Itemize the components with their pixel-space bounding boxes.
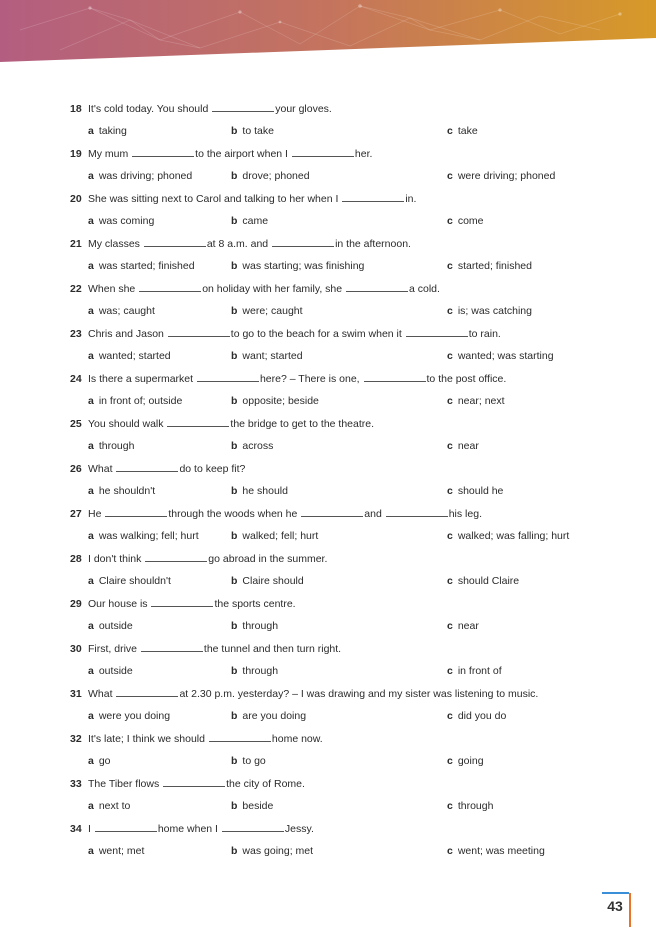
option-text: was going; met bbox=[242, 845, 314, 857]
question-text-part: The Tiber flows bbox=[88, 778, 163, 790]
option-letter: b bbox=[231, 440, 238, 452]
option-text: opposite; beside bbox=[242, 395, 319, 407]
question-number: 23 bbox=[70, 328, 82, 340]
question-number: 28 bbox=[70, 553, 82, 565]
question-text-part: My mum bbox=[88, 148, 132, 160]
option-letter: c bbox=[447, 620, 453, 632]
option-text: through bbox=[242, 620, 279, 632]
option-letter: c bbox=[447, 170, 453, 182]
option-text: was started; finished bbox=[98, 260, 195, 272]
option-letter: c bbox=[447, 350, 453, 362]
question-text bbox=[70, 237, 411, 251]
question-item bbox=[70, 372, 630, 417]
question-text bbox=[70, 102, 332, 116]
option-b bbox=[231, 709, 306, 723]
question-number: 33 bbox=[70, 778, 82, 790]
answer-blank bbox=[141, 642, 203, 652]
question-text-part: at 8 a.m. and bbox=[206, 238, 272, 250]
option-a bbox=[88, 349, 171, 363]
option-text: beside bbox=[242, 800, 274, 812]
option-text: he shouldn't bbox=[98, 485, 156, 497]
option-letter: c bbox=[447, 710, 453, 722]
option-text: to go bbox=[242, 755, 266, 767]
option-letter: c bbox=[447, 575, 453, 587]
option-text: in front of; outside bbox=[98, 395, 183, 407]
question-text-part: When she bbox=[88, 283, 139, 295]
option-letter: b bbox=[231, 305, 238, 317]
answer-blank bbox=[132, 147, 194, 157]
option-text: near; next bbox=[457, 395, 505, 407]
answer-blank bbox=[272, 237, 334, 247]
option-text: near bbox=[457, 620, 479, 632]
option-text: want; started bbox=[242, 350, 303, 362]
option-text: were you doing bbox=[98, 710, 171, 722]
option-letter: b bbox=[231, 710, 238, 722]
question-text-part: through the woods when he bbox=[168, 508, 301, 520]
question-text-part: and bbox=[364, 508, 385, 520]
option-c bbox=[447, 394, 505, 408]
question-text-part: here? – There is one, bbox=[259, 373, 363, 385]
question-item bbox=[70, 147, 630, 192]
question-text-part: What bbox=[88, 463, 116, 475]
answer-blank bbox=[105, 507, 167, 517]
option-text: to take bbox=[242, 125, 274, 137]
option-text: should Claire bbox=[457, 575, 520, 587]
question-item bbox=[70, 282, 630, 327]
option-c bbox=[447, 124, 478, 138]
question-text-part: You should walk bbox=[88, 418, 167, 430]
question-text-part: the city of Rome. bbox=[226, 778, 305, 790]
question-text bbox=[70, 192, 416, 206]
answer-blank bbox=[386, 507, 448, 517]
question-number: 21 bbox=[70, 238, 82, 250]
option-a bbox=[88, 169, 192, 183]
option-b bbox=[231, 349, 303, 363]
answer-blank bbox=[212, 102, 274, 112]
option-a bbox=[88, 799, 130, 813]
question-text bbox=[70, 687, 538, 701]
question-text bbox=[70, 777, 305, 791]
option-letter: a bbox=[88, 395, 94, 407]
answer-blank bbox=[197, 372, 259, 382]
question-item bbox=[70, 417, 630, 462]
option-text: Claire shouldn't bbox=[98, 575, 171, 587]
option-text: was walking; fell; hurt bbox=[98, 530, 199, 542]
question-number: 24 bbox=[70, 373, 82, 385]
answer-blank bbox=[95, 822, 157, 832]
option-letter: b bbox=[231, 620, 238, 632]
option-text: went; met bbox=[98, 845, 145, 857]
option-text: through bbox=[457, 800, 494, 812]
question-number: 26 bbox=[70, 463, 82, 475]
answer-blank bbox=[346, 282, 408, 292]
question-text-part: in the afternoon. bbox=[335, 238, 411, 250]
question-text bbox=[70, 282, 440, 296]
option-letter: c bbox=[447, 440, 453, 452]
option-c bbox=[447, 484, 503, 498]
option-text: outside bbox=[98, 620, 133, 632]
question-text-part: to go to the beach for a swim when it bbox=[230, 328, 405, 340]
question-text-part: She was sitting next to Carol and talking to her when I bbox=[88, 193, 342, 205]
question-text-part: It's late; I think we should bbox=[88, 733, 208, 745]
question-item bbox=[70, 552, 630, 597]
option-a bbox=[88, 844, 144, 858]
option-c bbox=[447, 664, 502, 678]
page-number: 43 bbox=[607, 898, 623, 914]
option-a bbox=[88, 484, 155, 498]
option-c bbox=[447, 259, 532, 273]
option-letter: b bbox=[231, 800, 238, 812]
question-number: 25 bbox=[70, 418, 82, 430]
question-text-part: My classes bbox=[88, 238, 143, 250]
question-text-part: home when I bbox=[157, 823, 221, 835]
option-b bbox=[231, 124, 274, 138]
question-text bbox=[70, 327, 501, 341]
option-text: through bbox=[242, 665, 279, 677]
question-number: 30 bbox=[70, 643, 82, 655]
option-a bbox=[88, 664, 133, 678]
answer-blank bbox=[406, 327, 468, 337]
option-b bbox=[231, 529, 318, 543]
option-text: he should bbox=[242, 485, 288, 497]
header-banner bbox=[0, 0, 656, 62]
option-text: were; caught bbox=[242, 305, 303, 317]
option-c bbox=[447, 574, 519, 588]
answer-blank bbox=[292, 147, 354, 157]
option-letter: a bbox=[88, 530, 94, 542]
option-text: next to bbox=[98, 800, 131, 812]
question-item bbox=[70, 642, 630, 687]
option-b bbox=[231, 484, 288, 498]
question-text-part: I bbox=[88, 823, 94, 835]
question-item bbox=[70, 237, 630, 282]
question-text-part: I don't think bbox=[88, 553, 145, 565]
option-letter: b bbox=[231, 125, 238, 137]
option-letter: a bbox=[88, 440, 94, 452]
page-number-box bbox=[600, 892, 632, 928]
option-a bbox=[88, 304, 155, 318]
option-text: through bbox=[98, 440, 135, 452]
option-c bbox=[447, 439, 479, 453]
option-letter: a bbox=[88, 845, 94, 857]
question-text-part: First, drive bbox=[88, 643, 140, 655]
option-c bbox=[447, 304, 532, 318]
question-text-part: to rain. bbox=[468, 328, 501, 340]
option-c bbox=[447, 214, 484, 228]
question-text-part: on holiday with her family, she bbox=[202, 283, 345, 295]
option-b bbox=[231, 169, 310, 183]
option-b bbox=[231, 574, 304, 588]
option-letter: c bbox=[447, 260, 453, 272]
option-text: was coming bbox=[98, 215, 155, 227]
option-b bbox=[231, 619, 278, 633]
option-text: was starting; was finishing bbox=[242, 260, 365, 272]
question-text-part: his leg. bbox=[448, 508, 482, 520]
option-letter: a bbox=[88, 260, 94, 272]
question-text-part: the sports centre. bbox=[214, 598, 296, 610]
question-text bbox=[70, 822, 314, 836]
option-letter: a bbox=[88, 665, 94, 677]
question-number: 20 bbox=[70, 193, 82, 205]
option-letter: c bbox=[447, 215, 453, 227]
option-b bbox=[231, 754, 266, 768]
option-text: across bbox=[242, 440, 274, 452]
option-letter: b bbox=[231, 665, 238, 677]
option-letter: b bbox=[231, 485, 238, 497]
question-list bbox=[70, 102, 630, 867]
option-letter: a bbox=[88, 620, 94, 632]
option-text: was driving; phoned bbox=[98, 170, 193, 182]
option-text: are you doing bbox=[242, 710, 307, 722]
option-a bbox=[88, 394, 182, 408]
question-text bbox=[70, 642, 341, 656]
option-letter: a bbox=[88, 485, 94, 497]
option-letter: c bbox=[447, 305, 453, 317]
question-text bbox=[70, 417, 374, 431]
option-text: walked; was falling; hurt bbox=[457, 530, 570, 542]
question-text-part: He bbox=[88, 508, 105, 520]
question-text bbox=[70, 597, 296, 611]
option-letter: a bbox=[88, 350, 94, 362]
question-text-part: do to keep fit? bbox=[179, 463, 246, 475]
option-letter: c bbox=[447, 395, 453, 407]
option-a bbox=[88, 619, 133, 633]
option-c bbox=[447, 799, 493, 813]
option-a bbox=[88, 574, 171, 588]
answer-blank bbox=[145, 552, 207, 562]
option-a bbox=[88, 439, 134, 453]
question-number: 32 bbox=[70, 733, 82, 745]
option-text: went; was meeting bbox=[457, 845, 545, 857]
option-letter: a bbox=[88, 755, 94, 767]
question-text bbox=[70, 507, 482, 521]
option-text: should he bbox=[457, 485, 504, 497]
option-letter: c bbox=[447, 530, 453, 542]
option-text: came bbox=[242, 215, 269, 227]
answer-blank bbox=[139, 282, 201, 292]
question-number: 31 bbox=[70, 688, 82, 700]
question-item bbox=[70, 327, 630, 372]
option-text: near bbox=[457, 440, 479, 452]
question-number: 22 bbox=[70, 283, 82, 295]
question-text-part: It's cold today. You should bbox=[88, 103, 212, 115]
option-letter: b bbox=[231, 530, 238, 542]
question-number: 34 bbox=[70, 823, 82, 835]
option-b bbox=[231, 799, 273, 813]
question-text bbox=[70, 147, 372, 161]
question-number: 19 bbox=[70, 148, 82, 160]
question-text bbox=[70, 462, 245, 476]
option-letter: a bbox=[88, 125, 94, 137]
option-letter: c bbox=[447, 800, 453, 812]
option-letter: c bbox=[447, 665, 453, 677]
question-text-part: go abroad in the summer. bbox=[208, 553, 328, 565]
answer-blank bbox=[342, 192, 404, 202]
option-letter: a bbox=[88, 215, 94, 227]
question-item bbox=[70, 597, 630, 642]
option-letter: c bbox=[447, 125, 453, 137]
answer-blank bbox=[163, 777, 225, 787]
option-text: Claire should bbox=[242, 575, 304, 587]
question-number: 18 bbox=[70, 103, 82, 115]
question-item bbox=[70, 732, 630, 777]
option-b bbox=[231, 259, 364, 273]
question-text-part: the tunnel and then turn right. bbox=[203, 643, 342, 655]
question-item bbox=[70, 687, 630, 732]
question-item bbox=[70, 192, 630, 237]
option-a bbox=[88, 709, 170, 723]
option-letter: b bbox=[231, 845, 238, 857]
option-b bbox=[231, 664, 278, 678]
question-text-part: your gloves. bbox=[275, 103, 332, 115]
option-letter: b bbox=[231, 350, 238, 362]
option-letter: a bbox=[88, 800, 94, 812]
question-text-part: to the airport when I bbox=[195, 148, 291, 160]
option-a bbox=[88, 754, 111, 768]
answer-blank bbox=[116, 462, 178, 472]
option-letter: a bbox=[88, 575, 94, 587]
answer-blank bbox=[116, 687, 178, 697]
option-letter: c bbox=[447, 485, 453, 497]
option-b bbox=[231, 439, 273, 453]
option-letter: a bbox=[88, 710, 94, 722]
answer-blank bbox=[167, 417, 229, 427]
option-text: started; finished bbox=[457, 260, 532, 272]
answer-blank bbox=[364, 372, 426, 382]
option-text: go bbox=[98, 755, 111, 767]
option-text: was; caught bbox=[98, 305, 155, 317]
question-number: 27 bbox=[70, 508, 82, 520]
answer-blank bbox=[151, 597, 213, 607]
option-c bbox=[447, 619, 479, 633]
question-text-part: in. bbox=[405, 193, 417, 205]
question-text-part: Jessy. bbox=[284, 823, 314, 835]
answer-blank bbox=[168, 327, 230, 337]
option-text: wanted; started bbox=[98, 350, 171, 362]
option-a bbox=[88, 529, 199, 543]
option-letter: c bbox=[447, 755, 453, 767]
option-letter: c bbox=[447, 845, 453, 857]
option-a bbox=[88, 214, 154, 228]
option-a bbox=[88, 259, 195, 273]
question-text-part: home now. bbox=[271, 733, 323, 745]
question-text-part: What bbox=[88, 688, 116, 700]
question-text-part: at 2.30 p.m. yesterday? – I was drawing and my sister was listening to music. bbox=[179, 688, 539, 700]
question-text bbox=[70, 552, 327, 566]
question-item bbox=[70, 777, 630, 822]
option-text: wanted; was starting bbox=[457, 350, 554, 362]
option-text: is; was catching bbox=[457, 305, 532, 317]
question-number: 29 bbox=[70, 598, 82, 610]
option-text: come bbox=[457, 215, 484, 227]
option-text: were driving; phoned bbox=[457, 170, 556, 182]
option-text: walked; fell; hurt bbox=[242, 530, 319, 542]
option-c bbox=[447, 754, 484, 768]
option-c bbox=[447, 349, 554, 363]
option-c bbox=[447, 529, 569, 543]
answer-blank bbox=[144, 237, 206, 247]
question-text-part: her. bbox=[354, 148, 373, 160]
question-item bbox=[70, 822, 630, 867]
option-letter: a bbox=[88, 170, 94, 182]
option-b bbox=[231, 214, 268, 228]
option-letter: b bbox=[231, 395, 238, 407]
answer-blank bbox=[222, 822, 284, 832]
option-letter: b bbox=[231, 170, 238, 182]
option-letter: b bbox=[231, 755, 238, 767]
question-text-part: Our house is bbox=[88, 598, 151, 610]
question-item bbox=[70, 102, 630, 147]
option-b bbox=[231, 394, 319, 408]
answer-blank bbox=[301, 507, 363, 517]
option-text: take bbox=[457, 125, 478, 137]
option-text: outside bbox=[98, 665, 133, 677]
option-b bbox=[231, 844, 313, 858]
option-c bbox=[447, 844, 545, 858]
question-text-part: a cold. bbox=[409, 283, 440, 295]
option-a bbox=[88, 124, 127, 138]
question-text-part: the bridge to get to the theatre. bbox=[230, 418, 375, 430]
option-letter: b bbox=[231, 260, 238, 272]
option-letter: b bbox=[231, 215, 238, 227]
option-text: drove; phoned bbox=[242, 170, 310, 182]
option-letter: b bbox=[231, 575, 238, 587]
answer-blank bbox=[209, 732, 271, 742]
option-text: in front of bbox=[457, 665, 502, 677]
option-text: did you do bbox=[457, 710, 507, 722]
question-text-part: Is there a supermarket bbox=[88, 373, 196, 385]
option-c bbox=[447, 709, 506, 723]
option-text: taking bbox=[98, 125, 127, 137]
question-item bbox=[70, 507, 630, 552]
question-text bbox=[70, 732, 323, 746]
option-c bbox=[447, 169, 555, 183]
question-text-part: Chris and Jason bbox=[88, 328, 167, 340]
question-text bbox=[70, 372, 506, 386]
option-letter: a bbox=[88, 305, 94, 317]
question-item bbox=[70, 462, 630, 507]
question-text-part: to the post office. bbox=[426, 373, 507, 385]
option-text: going bbox=[457, 755, 484, 767]
option-b bbox=[231, 304, 303, 318]
